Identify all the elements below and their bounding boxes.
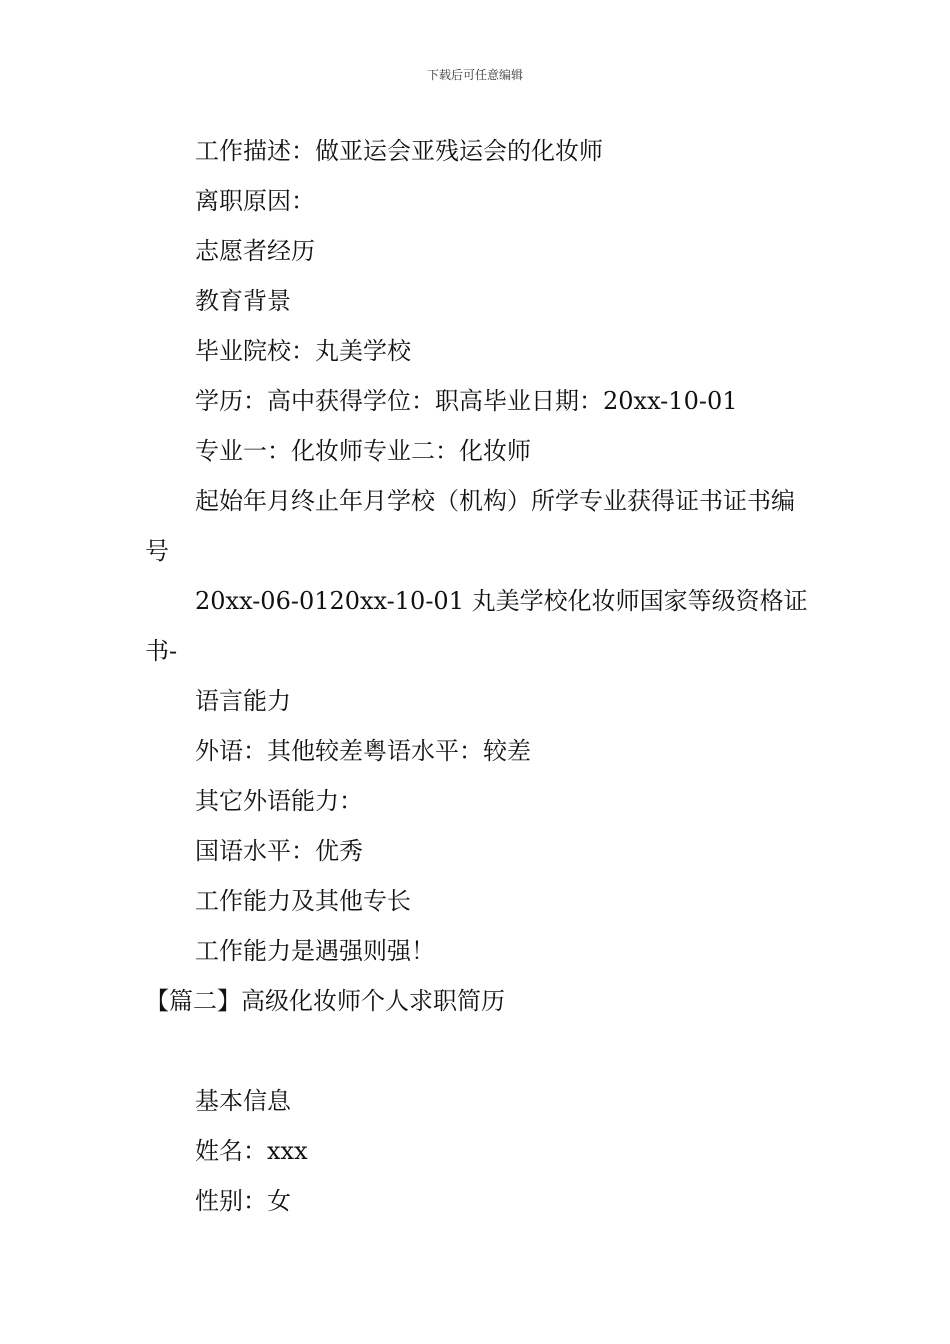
paragraph: 起始年月终止年月学校（机构）所学专业获得证书证书编号 bbox=[145, 487, 795, 565]
page-header: 下载后可任意编辑 bbox=[426, 68, 523, 82]
paragraph: 外语：其他较差粤语水平：较差 bbox=[195, 737, 531, 765]
article-title: 【篇二】高级化妆师个人求职简历 bbox=[145, 987, 505, 1015]
paragraph: 志愿者经历 bbox=[195, 237, 315, 265]
paragraph: 国语水平：优秀 bbox=[195, 837, 363, 865]
paragraph: 工作能力是遇强则强！ bbox=[195, 937, 435, 965]
paragraph: 姓名：xxx bbox=[195, 1137, 308, 1165]
paragraph: 离职原因： bbox=[195, 187, 315, 215]
blank-line bbox=[145, 1026, 810, 1076]
document-body bbox=[145, 126, 810, 1226]
paragraph: 工作描述：做亚运会亚残运会的化妆师 bbox=[195, 137, 603, 165]
section-heading: 基本信息 bbox=[195, 1087, 291, 1115]
paragraph: 专业一：化妆师专业二：化妆师 bbox=[195, 437, 531, 465]
section-heading: 教育背景 bbox=[195, 287, 291, 315]
section-heading: 语言能力 bbox=[195, 687, 291, 715]
paragraph: 性别：女 bbox=[195, 1187, 291, 1215]
section-heading: 工作能力及其他专长 bbox=[195, 887, 411, 915]
paragraph: 其它外语能力： bbox=[195, 787, 363, 815]
paragraph: 毕业院校：丸美学校 bbox=[195, 337, 411, 365]
paragraph: 20xx-06-0120xx-10-01 丸美学校化妆师国家等级资格证书- bbox=[145, 587, 808, 665]
paragraph: 学历：高中获得学位：职高毕业日期：20xx-10-01 bbox=[195, 387, 738, 415]
